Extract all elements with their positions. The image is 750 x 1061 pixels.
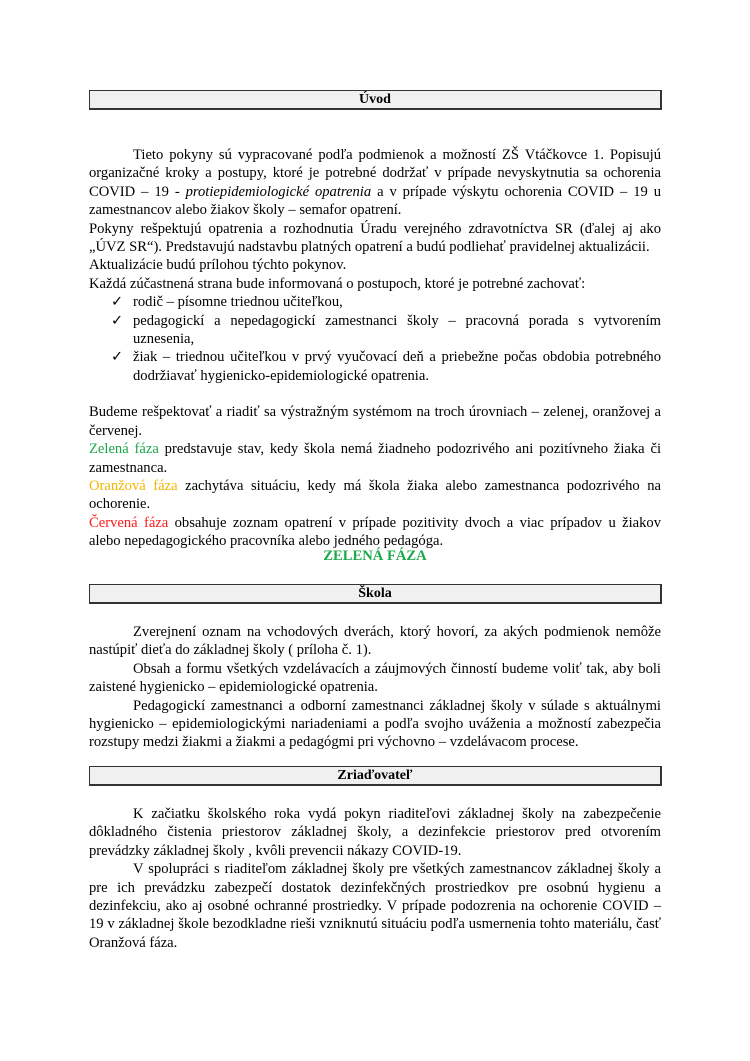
section-title: Škola [358, 586, 392, 601]
list-item: ✓ pedagogickí a nepedagogickí zamestnanci školy – pracovná porada s vytvorením uznesenia, [111, 312, 661, 348]
paragraph: Obsah a formu všetkých vzdelávacích a záujmových činností budeme voliť tak, aby boli zaistené hygienicko – epidemiologické opatrenia. [89, 660, 661, 696]
stakeholder-list [89, 293, 661, 385]
paragraph: V spolupráci s riaditeľom základnej školy pre všetkých zamestnancov základnej školy a pre ich prevádzku zabezpečí dostatok dezinfekčných prostriedkov pre osobnú hygienu a dezinfekciu, ako aj osobné ochranné prostriedky. V prípade podozrenia na ochorenie COVID – 19 v základnej škole bezodkladne rieši vzniknutú situáciu podľa usmernenia tohto materiálu, časť Oranžová fáza. [89, 861, 661, 951]
paragraph: Pokyny rešpektujú opatrenia a rozhodnutia Úradu verejného zdravotníctva SR (ďalej aj ako „ÚVZ SR“). Predstavujú nadstavbu platných opatrení a budú podliehať pravidelnej aktualizácii. [89, 220, 661, 256]
checkmark-icon: ✓ [111, 312, 124, 329]
phase-green: Zelená fáza predstavuje stav, kedy škola nemá žiadneho podozrivého ani pozitívneho žiaka či zamestnanca. [89, 441, 662, 476]
section-title: Zriaďovateľ [337, 768, 413, 783]
section-header-uvod [89, 90, 662, 110]
list-item: ✓ žiak – triednou učiteľkou v prvý vyučovací deň a priebežne počas obdobia potrebného dodržiavať hygienicko-epidemiologické opatrenia. [111, 349, 661, 384]
intro-paragraph: Tieto pokyny sú vypracované podľa podmienok a možností ZŠ Vtáčkovce 1. Popisujú organizačné kroky a postupy, ktoré je potrebné dodržať v prípade nevyskytnutia sa ochorenia COVID – 19 - protiepidemiologické opatrenia a v prípade výskytu ochorenia COVID – 19 u zamestnancov alebo žiakov školy – semafor opatrení. [89, 147, 661, 219]
skola-body [89, 623, 661, 752]
phase-orange: Oranžová fáza zachytáva situáciu, kedy má škola žiaka alebo zamestnanca podozrivého na ochorenie. [89, 477, 661, 513]
list-item: ✓ rodič – písomne triednou učiteľkou, [111, 294, 343, 311]
phase-red: Červená fáza obsahuje zoznam opatrení v prípade pozitivity dvoch a viac prípadov u žiakov alebo nepedagogického pracovníka alebo jedného pedagóga. [89, 514, 661, 550]
paragraph: Zverejnení oznam na vchodových dverách, ktorý hovorí, za akých podmienok nemôže nastúpiť dieťa do základnej školy ( príloha č. 1). [89, 624, 661, 659]
zriadovatel-body [89, 805, 661, 952]
section-header-skola [89, 584, 662, 604]
paragraph: K začiatku školského roka vydá pokyn riaditeľovi základnej školy na zabezpečenie dôkladného čistenia priestorov základnej školy, a dezinfekcie priestorov pred otvorením prevádzky základnej školy , kvôli prevencii nákazy COVID-19. [89, 806, 661, 859]
section-title: Úvod [359, 92, 391, 107]
uvod-body [89, 146, 661, 551]
paragraph: Aktualizácie budú prílohou týchto pokynov. [89, 257, 347, 274]
section-header-zriadovatel [89, 766, 662, 786]
paragraph: Budeme rešpektovať a riadiť sa výstražným systémom na troch úrovniach – zelenej, oranžovej a červenej. [89, 404, 661, 439]
checkmark-icon: ✓ [111, 349, 124, 366]
checkmark-icon: ✓ [111, 294, 124, 311]
paragraph: Pedagogickí zamestnanci a odborní zamestnanci základnej školy v súlade s aktuálnymi hygienicko – epidemiologickými nariadeniami a podľa svojho uváženia a možností zabezpečia rozstupy medzi žiakmi a žiakmi a pedagógmi pri výchovno – vzdelávacom procese. [89, 697, 661, 751]
green-phase-heading: ZELENÁ FÁZA [323, 548, 427, 564]
emphasis-text: protiepidemiologické opatrenia [185, 183, 372, 200]
paragraph: Každá zúčastnená strana bude informovaná o postupoch, ktoré je potrebné zachovať: [89, 275, 586, 292]
